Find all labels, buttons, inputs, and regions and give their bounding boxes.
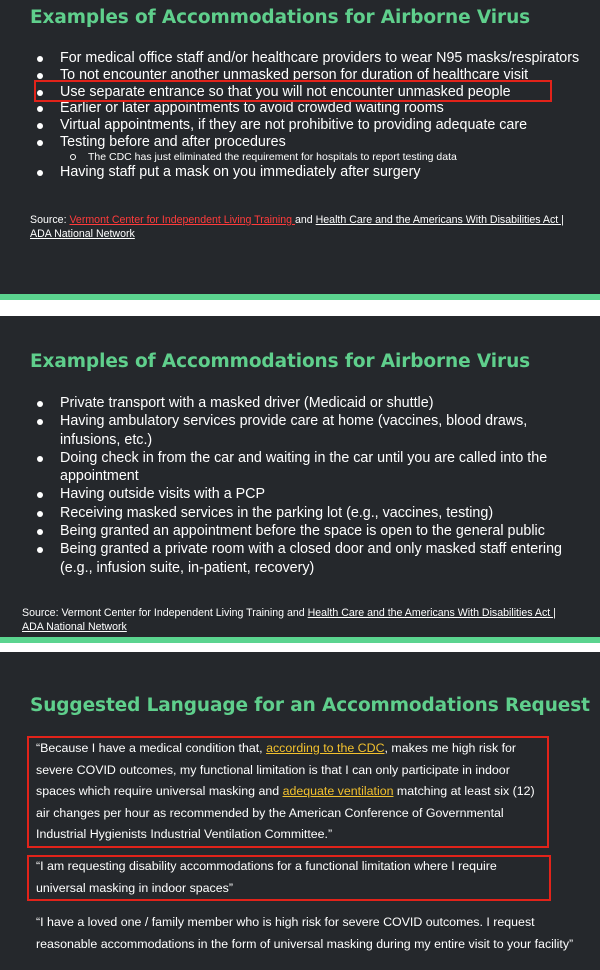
bullet-icon: [37, 511, 43, 517]
slide-suggested-language: [0, 652, 600, 970]
bullet-icon: [37, 419, 43, 425]
source-citation: Source: Vermont Center for Independent Living Training and Health Care and the Americans With Disabilities Act | ADA National Network: [22, 607, 556, 633]
list-item: Virtual appointments, if they are not prohibitive to providing adequate care: [0, 117, 580, 134]
bullet-icon: [37, 170, 43, 176]
list-item: To not encounter another unmasked person for duration of healthcare visit: [0, 67, 580, 84]
list-item: Receiving masked services in the parking lot (e.g., vaccines, testing): [0, 504, 580, 522]
source-link-ada[interactable]: Health Care and the Americans With Disabilities Act | ADA National Network: [22, 607, 556, 633]
list-item: For medical office staff and/or healthcare providers to wear N95 masks/respirators: [0, 50, 580, 67]
highlight-box: [34, 80, 552, 102]
slide-title: Examples of Accommodations for Airborne Virus: [30, 7, 531, 28]
list-item: Having ambulatory services provide care at home (vaccines, blood draws, infusions, etc.): [0, 412, 580, 449]
sub-list-item: The CDC has just eliminated the requirement for hospitals to report testing data: [0, 151, 600, 164]
sub-bullet-icon: [70, 154, 76, 160]
slide-divider: [0, 294, 600, 300]
list-item: Being granted a private room with a closed door and only masked staff entering (e.g., infusion suite, in-patient, recovery): [0, 540, 580, 577]
list-item: Having outside visits with a PCP: [0, 485, 580, 503]
bullet-icon: [37, 529, 43, 535]
list-item: Doing check in from the car and waiting in the car until you are called into the appointment: [0, 449, 580, 486]
source-link-ada[interactable]: Health Care and the Americans With Disabilities Act | ADA National Network: [30, 214, 564, 240]
bullet-icon: [37, 492, 43, 498]
link-adequate-ventilation[interactable]: adequate ventilation: [282, 784, 394, 798]
link-according-to-cdc[interactable]: according to the CDC: [266, 741, 385, 755]
bullet-icon: [37, 73, 43, 79]
list-item: Earlier or later appointments to avoid crowded waiting rooms: [0, 100, 580, 117]
bullet-icon: [37, 123, 43, 129]
list-item: Being granted an appointment before the space is open to the general public: [0, 522, 580, 540]
bullet-icon: [37, 140, 43, 146]
slide-divider: [0, 637, 600, 643]
source-link-vcil[interactable]: Vermont Center for Independent Living Training: [69, 214, 296, 226]
list-item: Use separate entrance so that you will not encounter unmasked people: [0, 84, 580, 101]
quote-disability-request: “I am requesting disability accommodations for a functional limitation where I require universal masking in indoor spaces”: [36, 859, 497, 895]
slide-title: Suggested Language for an Accommodations Request: [30, 695, 590, 716]
list-item: Testing before and after procedures: [0, 134, 580, 151]
slide-title: Examples of Accommodations for Airborne Virus: [30, 351, 531, 372]
source-citation: Source: Vermont Center for Independent Living Training and Health Care and the Americans With Disabilities Act | ADA National Network: [30, 214, 564, 240]
bullet-icon: [37, 56, 43, 62]
slide-airborne-accommodations-1: [0, 0, 600, 300]
list-item: Private transport with a masked driver (Medicaid or shuttle): [0, 394, 580, 412]
bullet-list: [0, 50, 600, 181]
bullet-icon: [37, 401, 43, 407]
quote-loved-one: “I have a loved one / family member who is high risk for severe COVID outcomes. I request reasonable accommodations in the form of universal masking during my entire visit to your facility”: [36, 915, 574, 951]
list-item: Having staff put a mask on you immediately after surgery: [0, 164, 580, 181]
quote-medical-condition: “Because I have a medical condition that, according to the CDC, makes me high risk for severe COVID outcomes, my functional limitation is that I can only participate in indoor spaces which require universal masking and adequate ventilation matching at least six (12) air changes per hour as recommended by the American Conference of Governmental Industrial Hygienists Industrial Ventilation Committee.”: [36, 741, 535, 841]
bullet-icon: [37, 547, 43, 553]
bullet-list: [0, 394, 580, 577]
bullet-icon: [37, 106, 43, 112]
bullet-icon: [37, 456, 43, 462]
slide-airborne-accommodations-2: [0, 316, 600, 643]
